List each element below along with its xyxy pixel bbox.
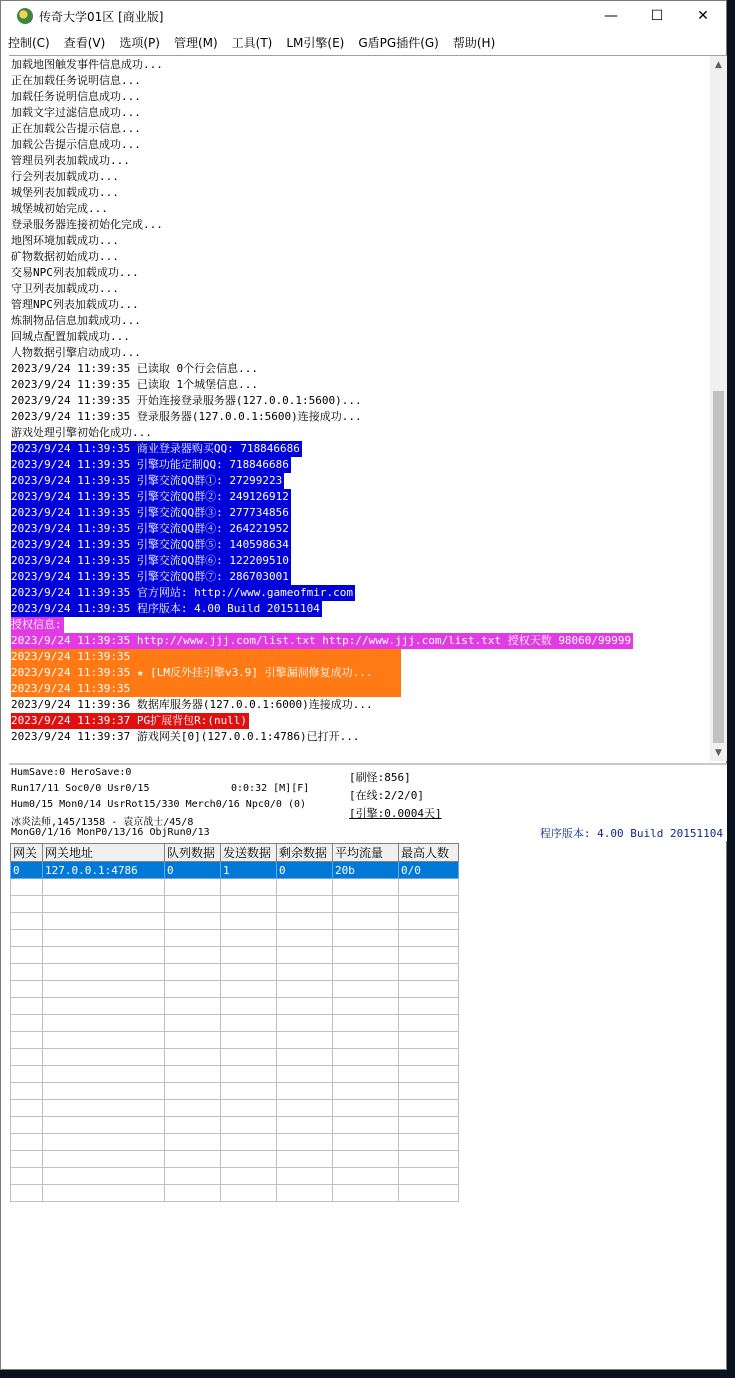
log-line-text: 2023/9/24 11:39:35 引擎功能定制QQ: 718846686 bbox=[11, 458, 289, 471]
log-line bbox=[11, 329, 707, 345]
table-cell bbox=[277, 913, 333, 930]
table-cell bbox=[333, 998, 399, 1015]
table-cell bbox=[399, 998, 459, 1015]
table-cell bbox=[165, 981, 221, 998]
log-line-text: 2023/9/24 11:39:37 PG扩展背包R:(null) bbox=[11, 714, 248, 727]
table-row-empty bbox=[11, 1032, 459, 1049]
table-cell bbox=[43, 1015, 165, 1032]
table-cell bbox=[333, 964, 399, 981]
menu-item-4[interactable]: 工具(T) bbox=[231, 35, 273, 50]
table-cell bbox=[221, 913, 277, 930]
table-row-empty bbox=[11, 1066, 459, 1083]
log-line bbox=[11, 409, 707, 425]
table-cell bbox=[333, 1134, 399, 1151]
table-cell bbox=[165, 947, 221, 964]
table-cell bbox=[43, 981, 165, 998]
table-row-empty bbox=[11, 964, 459, 981]
log-line bbox=[11, 89, 707, 105]
status-mon-counts: MonG0/1/16 MonP0/13/16 ObjRun0/13 bbox=[11, 827, 210, 838]
table-cell bbox=[221, 1100, 277, 1117]
close-button[interactable]: ✕ bbox=[697, 8, 709, 24]
table-cell bbox=[399, 1015, 459, 1032]
log-line bbox=[11, 57, 707, 73]
log-line-text: 2023/9/24 11:39:35 引擎交流QQ群④: 264221952 bbox=[11, 522, 289, 535]
log-line bbox=[11, 153, 707, 169]
column-header[interactable]: 平均流量 bbox=[333, 844, 399, 862]
log-line bbox=[11, 377, 707, 393]
table-cell bbox=[221, 930, 277, 947]
log-line-text: 守卫列表加载成功... bbox=[11, 282, 119, 295]
table-cell bbox=[333, 896, 399, 913]
menu-bar bbox=[1, 31, 726, 53]
table-cell bbox=[43, 1117, 165, 1134]
table-cell bbox=[11, 1049, 43, 1066]
table-cell bbox=[43, 1168, 165, 1185]
log-line-text: 2023/9/24 11:39:36 数据库服务器(127.0.0.1:6000)连接成功... bbox=[11, 698, 373, 711]
table-cell bbox=[43, 879, 165, 896]
app-icon bbox=[17, 8, 33, 24]
table-row-empty bbox=[11, 913, 459, 930]
column-header[interactable]: 队列数据 bbox=[165, 844, 221, 862]
table-cell bbox=[165, 1049, 221, 1066]
table-cell bbox=[333, 1168, 399, 1185]
log-line bbox=[11, 505, 707, 521]
table-row-empty bbox=[11, 1117, 459, 1134]
table-cell bbox=[399, 964, 459, 981]
table-cell bbox=[43, 913, 165, 930]
window-title: 传奇大学01区 [商业版] bbox=[39, 9, 164, 24]
status-save-counts: HumSave:0 HeroSave:0 bbox=[11, 767, 132, 778]
table-cell bbox=[221, 1117, 277, 1134]
table-cell: 0 bbox=[11, 862, 43, 879]
log-line-text: 人物数据引擎启动成功... bbox=[11, 346, 141, 359]
table-row-empty bbox=[11, 1100, 459, 1117]
table-cell bbox=[333, 1015, 399, 1032]
table-cell bbox=[221, 998, 277, 1015]
menu-item-0[interactable]: 控制(C) bbox=[8, 35, 50, 50]
table-cell bbox=[399, 930, 459, 947]
table-cell bbox=[221, 947, 277, 964]
table-row-empty bbox=[11, 998, 459, 1015]
table-cell bbox=[221, 1083, 277, 1100]
table-cell bbox=[221, 1066, 277, 1083]
table-cell bbox=[165, 1015, 221, 1032]
table-cell bbox=[43, 930, 165, 947]
table-cell bbox=[165, 1185, 221, 1202]
table-cell bbox=[221, 896, 277, 913]
column-header[interactable]: 发送数据 bbox=[221, 844, 277, 862]
title-bar[interactable] bbox=[1, 1, 726, 31]
table-cell bbox=[221, 964, 277, 981]
table-cell: 0/0 bbox=[399, 862, 459, 879]
table-cell bbox=[333, 981, 399, 998]
table-cell bbox=[11, 1032, 43, 1049]
table-cell bbox=[43, 1083, 165, 1100]
log-line bbox=[11, 569, 707, 585]
table-cell bbox=[43, 1066, 165, 1083]
table-cell bbox=[277, 1151, 333, 1168]
table-cell bbox=[165, 1151, 221, 1168]
table-cell bbox=[399, 947, 459, 964]
table-cell bbox=[221, 981, 277, 998]
status-run-counts: Run17/11 Soc0/0 Usr0/15 bbox=[11, 783, 150, 794]
table-row-empty bbox=[11, 1049, 459, 1066]
refresh-monster-count: [刷怪:856] bbox=[349, 771, 411, 784]
table-cell bbox=[165, 1083, 221, 1100]
table-cell bbox=[165, 1134, 221, 1151]
log-line bbox=[11, 633, 707, 649]
log-line bbox=[11, 281, 707, 297]
table-cell bbox=[333, 913, 399, 930]
table-cell bbox=[333, 1117, 399, 1134]
log-line bbox=[11, 137, 707, 153]
table-cell bbox=[165, 930, 221, 947]
log-line bbox=[11, 681, 707, 697]
table-cell bbox=[333, 1185, 399, 1202]
menu-item-3[interactable]: 管理(M) bbox=[173, 35, 218, 50]
log-line-text: 2023/9/24 11:39:35 已读取 0个行会信息... bbox=[11, 362, 258, 375]
log-line bbox=[11, 553, 707, 569]
table-cell bbox=[221, 1168, 277, 1185]
table-cell bbox=[11, 930, 43, 947]
log-line bbox=[11, 649, 707, 665]
table-cell bbox=[277, 1168, 333, 1185]
log-line-text: 2023/9/24 11:39:35 ★ [LM反外挂引擎v3.9] 引擎漏洞修复成功... bbox=[11, 665, 401, 681]
table-cell bbox=[277, 1066, 333, 1083]
column-header[interactable]: 网关 bbox=[11, 844, 43, 862]
log-line-text: 2023/9/24 11:39:35 引擎交流QQ群①: 27299223 bbox=[11, 474, 283, 487]
table-cell bbox=[333, 1032, 399, 1049]
table-cell bbox=[277, 998, 333, 1015]
log-line bbox=[11, 585, 707, 601]
log-line bbox=[11, 425, 707, 441]
table-cell bbox=[43, 1151, 165, 1168]
status-uptime: 0:0:32 [M][F] bbox=[231, 783, 310, 794]
table-cell bbox=[277, 1015, 333, 1032]
log-line-text: 2023/9/24 11:39:37 游戏网关[0](127.0.0.1:4786)已打开... bbox=[11, 730, 360, 743]
table-row-empty bbox=[11, 896, 459, 913]
log-line-text: 2023/9/24 11:39:35 引擎交流QQ群⑦: 286703001 bbox=[11, 570, 289, 583]
log-line bbox=[11, 233, 707, 249]
log-line-text: 2023/9/24 11:39:35 引擎交流QQ群⑤: 140598634 bbox=[11, 538, 289, 551]
menu-item-6[interactable]: G盾PG插件(G) bbox=[358, 35, 439, 50]
log-line bbox=[11, 457, 707, 473]
table-cell bbox=[277, 896, 333, 913]
log-line bbox=[11, 617, 707, 633]
scroll-up-icon[interactable]: ▲ bbox=[715, 59, 722, 70]
table-row-empty bbox=[11, 1168, 459, 1185]
table-cell bbox=[165, 1168, 221, 1185]
table-cell bbox=[399, 1032, 459, 1049]
table-cell bbox=[399, 1100, 459, 1117]
table-cell: 20b bbox=[333, 862, 399, 879]
table-cell bbox=[277, 930, 333, 947]
table-cell bbox=[277, 1185, 333, 1202]
table-cell: 0 bbox=[277, 862, 333, 879]
table-cell bbox=[43, 1134, 165, 1151]
status-players: 冰炎法师,145/1358 - 袁京战士/45/8 bbox=[11, 817, 194, 828]
table-cell bbox=[333, 947, 399, 964]
log-line-text: 2023/9/24 11:39:35 登录服务器(127.0.0.1:5600)连接成功... bbox=[11, 410, 362, 423]
table-cell bbox=[165, 1032, 221, 1049]
log-line-text: 2023/9/24 11:39:35 开始连接登录服务器(127.0.0.1:5600)... bbox=[11, 394, 362, 407]
table-row-empty bbox=[11, 981, 459, 998]
table-cell bbox=[221, 1134, 277, 1151]
log-line-text: 2023/9/24 11:39:35 官方网站: http://www.gameofmir.com bbox=[11, 586, 354, 599]
table-cell bbox=[43, 1049, 165, 1066]
table-cell bbox=[221, 1049, 277, 1066]
log-line bbox=[11, 105, 707, 121]
log-line-text: 正在加载任务说明信息... bbox=[11, 74, 141, 87]
log-line-text: 2023/9/24 11:39:35 引擎交流QQ群⑥: 122209510 bbox=[11, 554, 289, 567]
log-line-text: 2023/9/24 11:39:35 bbox=[11, 681, 401, 697]
log-line bbox=[11, 169, 707, 185]
table-cell bbox=[11, 896, 43, 913]
table-cell bbox=[11, 1015, 43, 1032]
table-cell bbox=[165, 1117, 221, 1134]
table-cell bbox=[11, 1083, 43, 1100]
table-row-empty bbox=[11, 1015, 459, 1032]
table-cell bbox=[333, 879, 399, 896]
table-cell bbox=[333, 930, 399, 947]
log-line-text: 2023/9/24 11:39:35 商业登录器购买QQ: 718846686 bbox=[11, 442, 300, 455]
log-line-text: 授权信息: bbox=[11, 618, 62, 631]
engine-days: [引擎:0.0004天] bbox=[349, 807, 442, 820]
log-line bbox=[11, 537, 707, 553]
program-version: 程序版本: 4.00 Build 20151104 bbox=[539, 827, 723, 840]
log-line bbox=[11, 217, 707, 233]
table-cell bbox=[399, 1168, 459, 1185]
table-cell bbox=[399, 981, 459, 998]
log-output[interactable] bbox=[9, 55, 727, 761]
table-cell bbox=[399, 1151, 459, 1168]
log-line bbox=[11, 393, 707, 409]
table-cell bbox=[11, 947, 43, 964]
table-cell bbox=[43, 998, 165, 1015]
table-cell bbox=[165, 964, 221, 981]
log-line-text: 加载地图触发事件信息成功... bbox=[11, 58, 163, 71]
menu-item-7[interactable]: 帮助(H) bbox=[452, 35, 496, 50]
gateway-table bbox=[10, 843, 459, 1202]
table-cell: 127.0.0.1:4786 bbox=[43, 862, 165, 879]
log-line bbox=[11, 361, 707, 377]
log-line-text: 炼制物品信息加载成功... bbox=[11, 314, 141, 327]
online-count: [在线:2/2/0] bbox=[349, 789, 424, 802]
table-row-empty bbox=[11, 1185, 459, 1202]
log-line-text: 2023/9/24 11:39:35 引擎交流QQ群③: 277734856 bbox=[11, 506, 289, 519]
table-cell bbox=[11, 1168, 43, 1185]
table-cell bbox=[277, 1049, 333, 1066]
log-line bbox=[11, 521, 707, 537]
log-line bbox=[11, 297, 707, 313]
table-cell bbox=[277, 879, 333, 896]
table-cell bbox=[399, 896, 459, 913]
table-cell bbox=[333, 1100, 399, 1117]
table-cell bbox=[43, 896, 165, 913]
scroll-thumb[interactable] bbox=[713, 391, 724, 743]
table-cell bbox=[43, 947, 165, 964]
log-line-text: 管理NPC列表加载成功... bbox=[11, 298, 139, 311]
table-cell bbox=[165, 896, 221, 913]
table-row-empty bbox=[11, 1134, 459, 1151]
table-cell bbox=[221, 1032, 277, 1049]
log-line-text: 游戏处理引擎初始化成功... bbox=[11, 426, 152, 439]
log-line-text: 2023/9/24 11:39:35 bbox=[11, 649, 401, 665]
table-cell bbox=[277, 1117, 333, 1134]
log-line-text: 地图环境加载成功... bbox=[11, 234, 119, 247]
table-cell bbox=[11, 1117, 43, 1134]
table-cell bbox=[11, 964, 43, 981]
log-line-text: 加载文字过滤信息成功... bbox=[11, 106, 141, 119]
log-line bbox=[11, 489, 707, 505]
table-cell bbox=[277, 981, 333, 998]
log-line-text: 管理员列表加载成功... bbox=[11, 154, 130, 167]
menu-item-1[interactable]: 查看(V) bbox=[63, 35, 106, 50]
log-scrollbar[interactable] bbox=[710, 56, 727, 761]
table-cell bbox=[277, 1134, 333, 1151]
table-cell bbox=[221, 1015, 277, 1032]
gateway-table-header bbox=[11, 844, 459, 862]
log-line bbox=[11, 265, 707, 281]
table-cell bbox=[11, 1100, 43, 1117]
table-cell bbox=[277, 947, 333, 964]
table-cell bbox=[399, 913, 459, 930]
table-cell: 1 bbox=[221, 862, 277, 879]
table-cell bbox=[399, 879, 459, 896]
log-line bbox=[11, 665, 707, 681]
table-cell bbox=[43, 1032, 165, 1049]
log-line-text: 交易NPC列表加载成功... bbox=[11, 266, 139, 279]
log-line bbox=[11, 121, 707, 137]
log-line-text: 回城点配置加载成功... bbox=[11, 330, 130, 343]
table-cell bbox=[11, 981, 43, 998]
log-line bbox=[11, 185, 707, 201]
log-line bbox=[11, 713, 707, 729]
log-line bbox=[11, 729, 707, 745]
status-hum-counts: Hum0/15 Mon0/14 UsrRot15/330 Merch0/16 Npc0/0 (0) bbox=[11, 799, 307, 810]
table-row-empty bbox=[11, 930, 459, 947]
table-cell bbox=[333, 1066, 399, 1083]
table-row-empty bbox=[11, 879, 459, 896]
table-cell bbox=[399, 1185, 459, 1202]
log-line-text: 加载公告提示信息成功... bbox=[11, 138, 141, 151]
log-line-text: 城堡城初始完成... bbox=[11, 202, 108, 215]
log-line bbox=[11, 249, 707, 265]
log-line bbox=[11, 345, 707, 361]
table-cell bbox=[221, 879, 277, 896]
log-line bbox=[11, 201, 707, 217]
menu-item-5[interactable]: LM引擎(E) bbox=[286, 35, 345, 50]
maximize-button[interactable]: ☐ bbox=[650, 8, 664, 24]
table-cell bbox=[399, 1134, 459, 1151]
table-row[interactable] bbox=[11, 862, 459, 879]
table-row-empty bbox=[11, 947, 459, 964]
table-row-empty bbox=[11, 1151, 459, 1168]
log-line bbox=[11, 473, 707, 489]
status-panel bbox=[9, 763, 727, 841]
table-cell bbox=[43, 964, 165, 981]
table-cell bbox=[11, 1185, 43, 1202]
table-cell bbox=[221, 1185, 277, 1202]
table-cell bbox=[11, 1151, 43, 1168]
log-line-text: 行会列表加载成功... bbox=[11, 170, 119, 183]
log-line bbox=[11, 313, 707, 329]
table-cell bbox=[11, 1066, 43, 1083]
table-cell bbox=[277, 1083, 333, 1100]
log-lines bbox=[11, 57, 707, 745]
table-cell bbox=[399, 1049, 459, 1066]
table-cell bbox=[43, 1100, 165, 1117]
log-line-text: 登录服务器连接初始化完成... bbox=[11, 218, 163, 231]
log-line bbox=[11, 73, 707, 89]
table-cell bbox=[165, 913, 221, 930]
table-cell bbox=[399, 1117, 459, 1134]
log-line-text: 2023/9/24 11:39:35 引擎交流QQ群②: 249126912 bbox=[11, 490, 289, 503]
log-line-text: 2023/9/24 11:39:35 http://www.jjj.com/list.txt http://www.jjj.com/list.txt 授权天数 98060/99999 bbox=[11, 634, 632, 647]
table-cell bbox=[277, 1100, 333, 1117]
log-line-text: 加载任务说明信息成功... bbox=[11, 90, 141, 103]
table-cell bbox=[43, 1185, 165, 1202]
log-line bbox=[11, 697, 707, 713]
log-line-text: 矿物数据初始成功... bbox=[11, 250, 119, 263]
table-cell bbox=[277, 1032, 333, 1049]
table-cell bbox=[277, 964, 333, 981]
table-cell bbox=[11, 1134, 43, 1151]
table-cell bbox=[399, 1066, 459, 1083]
table-cell bbox=[165, 1100, 221, 1117]
table-cell bbox=[333, 1083, 399, 1100]
column-header[interactable]: 剩余数据 bbox=[277, 844, 333, 862]
table-cell bbox=[165, 879, 221, 896]
table-cell bbox=[11, 879, 43, 896]
window-controls bbox=[588, 1, 726, 31]
table-row-empty bbox=[11, 1083, 459, 1100]
table-cell bbox=[11, 913, 43, 930]
log-line-text: 城堡列表加载成功... bbox=[11, 186, 119, 199]
minimize-button[interactable]: — bbox=[604, 8, 618, 24]
log-line-text: 2023/9/24 11:39:35 程序版本: 4.00 Build 20151104 bbox=[11, 602, 320, 615]
table-cell bbox=[399, 1083, 459, 1100]
table-cell bbox=[333, 1049, 399, 1066]
log-line-text: 2023/9/24 11:39:35 已读取 1个城堡信息... bbox=[11, 378, 258, 391]
table-cell bbox=[11, 998, 43, 1015]
menu-item-2[interactable]: 选项(P) bbox=[119, 35, 160, 50]
log-line bbox=[11, 601, 707, 617]
table-cell: 0 bbox=[165, 862, 221, 879]
scroll-down-icon[interactable]: ▼ bbox=[715, 747, 722, 758]
log-line-text: 正在加载公告提示信息... bbox=[11, 122, 141, 135]
log-line bbox=[11, 441, 707, 457]
table-cell bbox=[165, 998, 221, 1015]
table-cell bbox=[333, 1151, 399, 1168]
table-cell bbox=[221, 1151, 277, 1168]
column-header[interactable]: 最高人数 bbox=[399, 844, 459, 862]
table-cell bbox=[165, 1066, 221, 1083]
column-header[interactable]: 网关地址 bbox=[43, 844, 165, 862]
